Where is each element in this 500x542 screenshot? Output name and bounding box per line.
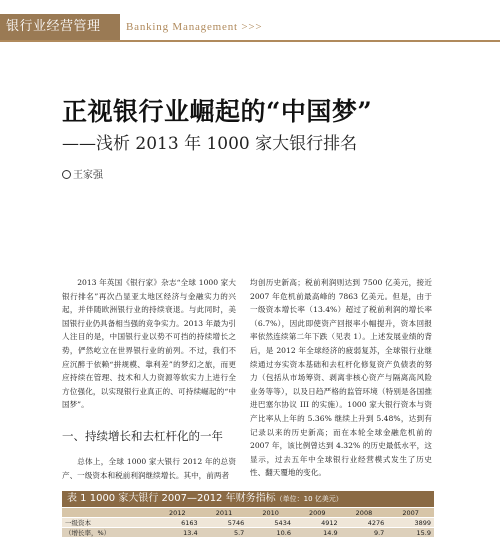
table-cell: 13.4 — [154, 528, 201, 538]
table-header-year: 2007 — [387, 508, 434, 518]
article-subtitle: ——浅析 2013 年 1000 家大银行排名 — [62, 134, 358, 154]
body-paragraph-1: 2013 年英国《银行家》杂志“全球 1000 家大银行排名”再次凸显亚太地区经济与金融实力的兴起，并伴随欧洲银行业的持续衰退。与此同时，美国银行业仍具备相当强的竞争实力。2013 年最为引人注目的是，中国银行业以势不可挡的持续增长之势，俨然屹立在世界银行业的前列。不过，我们不应沉醉于依赖“拼规模、靠利差”的梦幻之旅，而更应持续在管理、技术和人力资源等软实力上进行全方位强化，以实现银行业真正的、可持续崛起的“中国梦”。 — [62, 278, 236, 410]
financial-table — [62, 507, 434, 537]
table-header-year: 2012 — [154, 508, 201, 518]
table-cell: 15.9 — [387, 528, 434, 538]
table-header-row — [62, 508, 434, 518]
table-row — [62, 528, 434, 538]
table-title: 表 1 1000 家大银行 2007—2012 年财务指标 — [67, 493, 276, 504]
table-row-label: 一级资本 — [62, 518, 154, 528]
table-cell: 14.9 — [294, 528, 341, 538]
table-cell: 4912 — [294, 518, 341, 528]
header-rule — [0, 40, 500, 42]
column-name: 银行业经营管理 — [0, 14, 120, 40]
body-column-left-continued — [62, 455, 236, 482]
table-title-bar — [62, 491, 434, 507]
table-header-year: 2011 — [201, 508, 248, 518]
table-cell: 4276 — [341, 518, 388, 528]
article-title: 正视银行业崛起的“中国梦” — [62, 97, 373, 126]
table-row-label: （增长率，%） — [62, 528, 154, 538]
table-header-label — [62, 508, 154, 518]
table-header-year: 2010 — [247, 508, 294, 518]
table-header-year: 2008 — [341, 508, 388, 518]
author-name: 王家强 — [73, 170, 103, 181]
body-paragraph-2: 总体上，全球 1000 家大银行 2012 年的总资产、一级资本和税前利润继续增长。其中，前两者 — [62, 457, 236, 480]
table-row — [62, 518, 434, 528]
table-cell: 5746 — [201, 518, 248, 528]
author-line — [62, 166, 103, 181]
table-cell: 3899 — [387, 518, 434, 528]
table-cell: 9.7 — [341, 528, 388, 538]
body-paragraph-3: 均创历史新高；税前利润则达到 7500 亿美元，接近 2007 年危机前最高峰的 7863 亿美元。但是，由于一级资本增长率（13.4%）超过了税前利润的增长率（6.7%），因此即使资产回报率小幅提升，资本回报率依然连续第二年下跌（见表 1）。上述发展业绩的背后，是 2012 年全球经济的疲弱复苏，全球银行业继续通过夯实资本基础和去杠杆化修复资产负债表的努力（包括从市场筹资、剥离非核心资产与隔离高风险业务等等），以及日趋严格的监管环境（特别是各国推进巴塞尔协议 III 的实施）。1000 家大银行资本与资产比率从上年的 5.36% 继续上升到 5.48%，达到有记录以来的历史新高；而在本轮全球金融危机前的 2007 年，该比例曾达到 4.32% 的历史最低水平，这显示，过去五年中全球银行业经营模式发生了历史性、翻天覆地的变化。 — [250, 278, 432, 478]
table-cell: 5.7 — [201, 528, 248, 538]
table-cell: 10.6 — [247, 528, 294, 538]
table-cell: 6163 — [154, 518, 201, 528]
table-unit: （单位：10 亿美元） — [275, 495, 343, 503]
table-header-year: 2009 — [294, 508, 341, 518]
table-cell: 5434 — [247, 518, 294, 528]
body-column-left — [62, 276, 236, 412]
section-heading: 一、持续增长和去杠杆化的一年 — [62, 429, 223, 443]
column-name-english: Banking Management >>> — [126, 21, 263, 33]
page-header — [0, 0, 500, 40]
author-bullet-icon — [62, 170, 71, 179]
body-column-right — [250, 276, 432, 480]
